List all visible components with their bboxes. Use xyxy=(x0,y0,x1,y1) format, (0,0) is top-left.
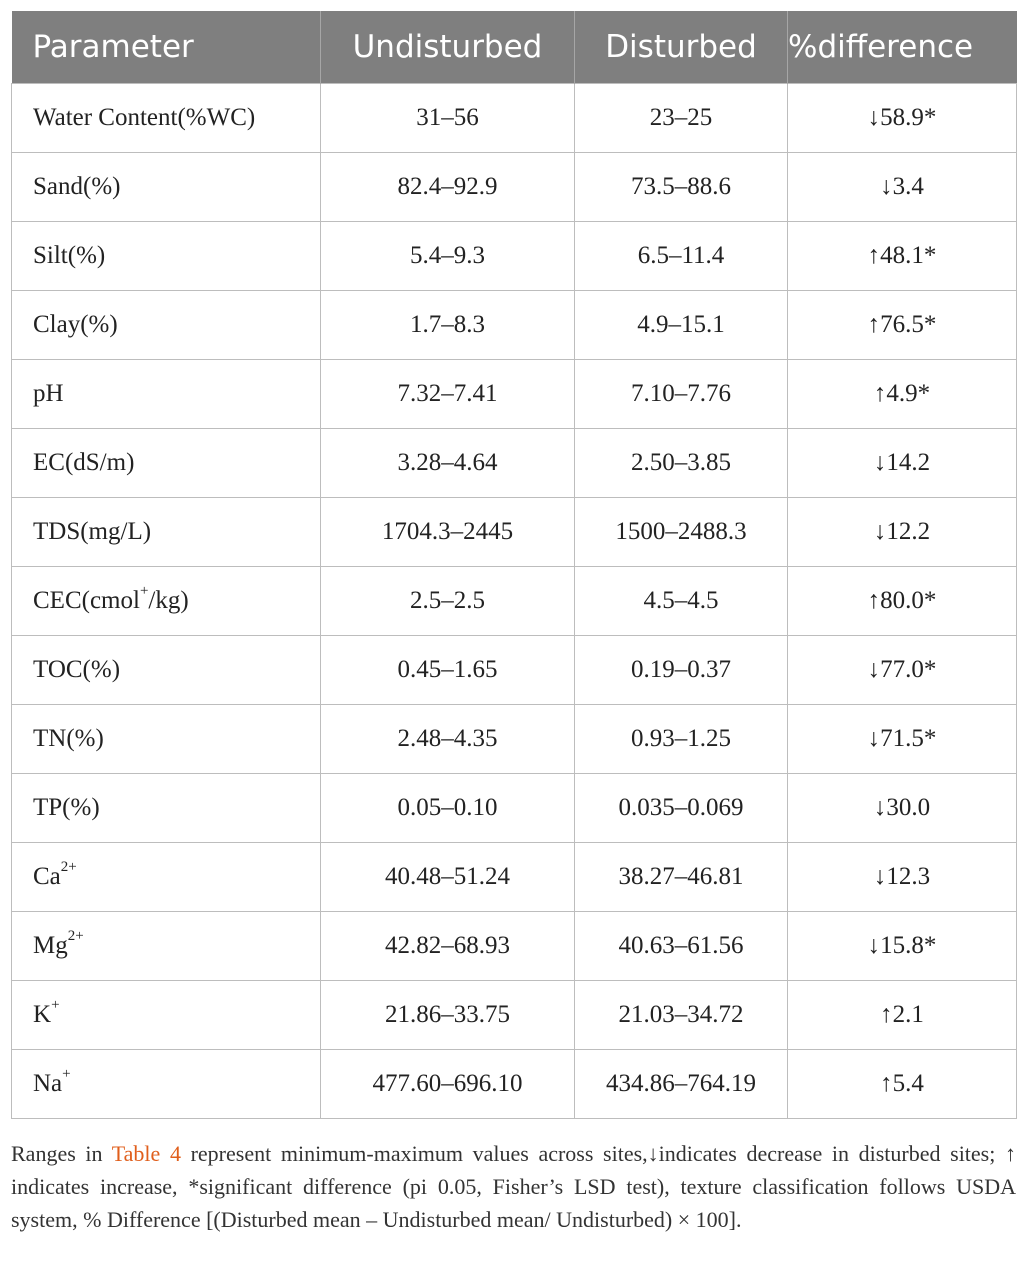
parameter-main: CEC(cmol xyxy=(33,587,140,614)
cell-difference: ↓3.4 xyxy=(788,153,1017,222)
cell-disturbed: 21.03–34.72 xyxy=(575,981,788,1050)
cell-undisturbed: 2.48–4.35 xyxy=(321,705,575,774)
header-disturbed: Disturbed xyxy=(575,11,788,84)
cell-difference: ↓30.0 xyxy=(788,774,1017,843)
cell-parameter xyxy=(12,981,321,1050)
cell-difference: ↓14.2 xyxy=(788,429,1017,498)
cell-difference: ↑80.0* xyxy=(788,567,1017,636)
cell-disturbed: 0.035–0.069 xyxy=(575,774,788,843)
cell-undisturbed: 477.60–696.10 xyxy=(321,1050,575,1119)
table-footnote xyxy=(11,1137,1016,1236)
table-row xyxy=(12,774,1017,843)
cell-disturbed: 434.86–764.19 xyxy=(575,1050,788,1119)
cell-difference: ↓12.2 xyxy=(788,498,1017,567)
table-row xyxy=(12,360,1017,429)
parameter-superscript: 2+ xyxy=(60,859,77,875)
cell-undisturbed: 5.4–9.3 xyxy=(321,222,575,291)
cell-difference: ↑5.4 xyxy=(788,1050,1017,1119)
header-difference: %difference xyxy=(788,11,1017,84)
parameter-main: Ca xyxy=(33,863,61,890)
table-row xyxy=(12,843,1017,912)
header-undisturbed: Undisturbed xyxy=(321,11,575,84)
cell-disturbed: 0.93–1.25 xyxy=(575,705,788,774)
cell-undisturbed: 0.05–0.10 xyxy=(321,774,575,843)
cell-disturbed: 73.5–88.6 xyxy=(575,153,788,222)
table-row xyxy=(12,705,1017,774)
cell-disturbed: 23–25 xyxy=(575,84,788,153)
parameter-superscript: 2+ xyxy=(67,928,84,944)
cell-disturbed: 6.5–11.4 xyxy=(575,222,788,291)
cell-undisturbed: 2.5–2.5 xyxy=(321,567,575,636)
parameter-main: Mg xyxy=(33,932,68,959)
cell-undisturbed: 21.86–33.75 xyxy=(321,981,575,1050)
parameter-superscript: + xyxy=(62,1066,71,1082)
cell-difference: ↑4.9* xyxy=(788,360,1017,429)
cell-parameter: TN(%) xyxy=(12,705,321,774)
cell-undisturbed: 40.48–51.24 xyxy=(321,843,575,912)
cell-parameter: TOC(%) xyxy=(12,636,321,705)
footnote-text: represent minimum-maximum values across sites,↓indicates decrease in disturbed sites; ↑ indicates increase, *significant difference (pi 0.05, Fisher’s LSD test), texture classification follows USDA system, % Difference [(Disturbed mean – Undisturbed mean/ Undisturbed) × 100]. xyxy=(11,1141,1016,1232)
cell-difference: ↑48.1* xyxy=(788,222,1017,291)
cell-disturbed: 4.9–15.1 xyxy=(575,291,788,360)
footnote-prefix: Ranges in xyxy=(11,1141,112,1166)
parameter-tail: /kg) xyxy=(148,587,189,614)
cell-parameter: TDS(mg/L) xyxy=(12,498,321,567)
soil-parameters-table xyxy=(11,11,1017,1119)
cell-difference: ↓77.0* xyxy=(788,636,1017,705)
table-row xyxy=(12,429,1017,498)
cell-difference: ↑2.1 xyxy=(788,981,1017,1050)
cell-undisturbed: 7.32–7.41 xyxy=(321,360,575,429)
parameter-superscript: + xyxy=(51,997,60,1013)
cell-parameter: Water Content(%WC) xyxy=(12,84,321,153)
table-row xyxy=(12,636,1017,705)
table-row xyxy=(12,981,1017,1050)
cell-undisturbed: 31–56 xyxy=(321,84,575,153)
cell-undisturbed: 1.7–8.3 xyxy=(321,291,575,360)
cell-parameter xyxy=(12,912,321,981)
cell-undisturbed: 82.4–92.9 xyxy=(321,153,575,222)
cell-undisturbed: 42.82–68.93 xyxy=(321,912,575,981)
table-4-link[interactable]: Table 4 xyxy=(111,1141,181,1166)
cell-difference: ↓58.9* xyxy=(788,84,1017,153)
cell-parameter: TP(%) xyxy=(12,774,321,843)
cell-disturbed: 1500–2488.3 xyxy=(575,498,788,567)
parameter-superscript: + xyxy=(139,583,149,599)
table-row xyxy=(12,567,1017,636)
cell-difference: ↓71.5* xyxy=(788,705,1017,774)
parameter-main: K xyxy=(33,1001,52,1028)
cell-undisturbed: 3.28–4.64 xyxy=(321,429,575,498)
data-table-container xyxy=(11,11,1016,1119)
table-row xyxy=(12,291,1017,360)
table-row xyxy=(12,84,1017,153)
cell-parameter: Clay(%) xyxy=(12,291,321,360)
parameter-main: Na xyxy=(33,1070,63,1097)
header-parameter: Parameter xyxy=(12,11,321,84)
table-row xyxy=(12,222,1017,291)
cell-difference: ↓12.3 xyxy=(788,843,1017,912)
cell-disturbed: 40.63–61.56 xyxy=(575,912,788,981)
cell-parameter: pH xyxy=(12,360,321,429)
cell-disturbed: 0.19–0.37 xyxy=(575,636,788,705)
cell-parameter: EC(dS/m) xyxy=(12,429,321,498)
table-row xyxy=(12,1050,1017,1119)
cell-parameter xyxy=(12,1050,321,1119)
cell-parameter xyxy=(12,843,321,912)
cell-difference: ↑76.5* xyxy=(788,291,1017,360)
cell-disturbed: 7.10–7.76 xyxy=(575,360,788,429)
cell-difference: ↓15.8* xyxy=(788,912,1017,981)
cell-parameter xyxy=(12,567,321,636)
cell-disturbed: 4.5–4.5 xyxy=(575,567,788,636)
cell-disturbed: 38.27–46.81 xyxy=(575,843,788,912)
table-row xyxy=(12,912,1017,981)
table-header-row xyxy=(12,11,1017,84)
cell-disturbed: 2.50–3.85 xyxy=(575,429,788,498)
cell-parameter: Silt(%) xyxy=(12,222,321,291)
cell-undisturbed: 0.45–1.65 xyxy=(321,636,575,705)
cell-parameter: Sand(%) xyxy=(12,153,321,222)
cell-undisturbed: 1704.3–2445 xyxy=(321,498,575,567)
table-row xyxy=(12,153,1017,222)
table-row xyxy=(12,498,1017,567)
